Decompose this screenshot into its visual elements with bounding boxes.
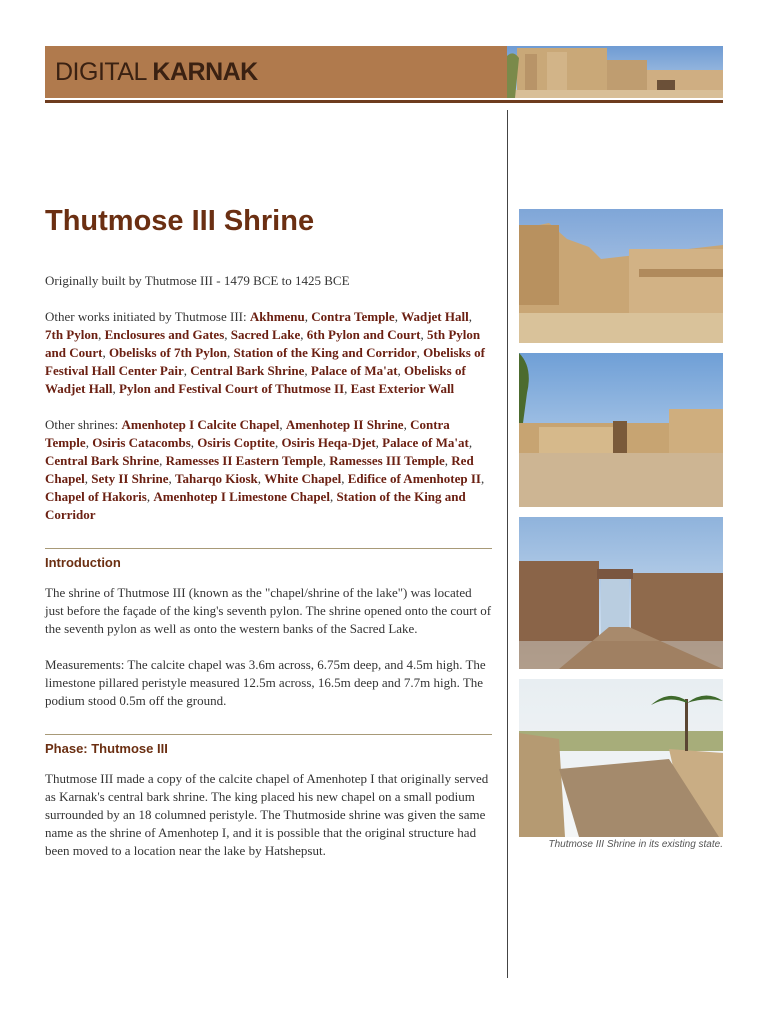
other-shrine-link[interactable]: Chapel of Hakoris bbox=[45, 489, 147, 504]
page-title: Thutmose III Shrine bbox=[45, 205, 315, 237]
sidebar-photo-4[interactable] bbox=[519, 679, 723, 837]
other-shrine-link[interactable]: Osiris Catacombs bbox=[92, 435, 191, 450]
header-rule bbox=[45, 100, 723, 103]
other-work-link[interactable]: 6th Pylon and Court bbox=[306, 327, 421, 342]
other-shrine-link[interactable]: Central Bark Shrine bbox=[45, 453, 160, 468]
other-shrines-links: Amenhotep I Calcite Chapel, Amenhotep II Shrine, Contra Temple, Osiris Catacombs, Osiris Coptite, Osiris Heqa-Djet, Palace of Ma'at, Central Bark Shrine, Ramesses II Eastern Temple, Ramesses III Temple, Red Chapel, Sety II Shrine, Taharqo Kiosk, White Chapel, Edifice of Amenhotep II, Chapel of Hakoris, Amenhotep I Limestone Chapel, Station of the King and Corridor bbox=[45, 417, 485, 522]
section-divider bbox=[45, 734, 492, 735]
other-work-link[interactable]: Wadjet Hall bbox=[401, 309, 469, 324]
sidebar-photo-2[interactable] bbox=[519, 353, 723, 507]
other-work-link[interactable]: East Exterior Wall bbox=[350, 381, 455, 396]
other-work-link[interactable]: Pylon and Festival Court of Thutmose II bbox=[119, 381, 345, 396]
other-work-link[interactable]: Station of the King and Corridor bbox=[233, 345, 417, 360]
other-works-paragraph bbox=[45, 308, 492, 398]
sidebar-photo-1[interactable] bbox=[519, 209, 723, 343]
other-shrine-link[interactable]: Amenhotep I Limestone Chapel bbox=[153, 489, 330, 504]
measurements-paragraph: Measurements: The calcite chapel was 3.6m across, 6.75m deep, and 4.5m high. The limestone pillared peristyle measured 12.5m across, 16.5m deep and 7.7m high. The podium stood 0.5m off the ground. bbox=[45, 657, 486, 708]
other-work-link[interactable]: Obelisks of Wadjet Hall bbox=[45, 363, 466, 396]
other-works-label: Other works initiated by Thutmose III: bbox=[45, 309, 250, 324]
other-work-link[interactable]: Obelisks of Festival Hall Center Pair bbox=[45, 345, 485, 378]
other-work-link[interactable]: Enclosures and Gates bbox=[104, 327, 225, 342]
other-shrine-link[interactable]: Osiris Heqa-Djet bbox=[281, 435, 376, 450]
other-work-link[interactable]: Sacred Lake bbox=[230, 327, 301, 342]
built-by-text: Originally built by Thutmose III - 1479 BCE to 1425 BCE bbox=[45, 273, 350, 288]
other-shrine-link[interactable]: Ramesses II Eastern Temple bbox=[165, 453, 323, 468]
section-divider bbox=[45, 548, 492, 549]
other-work-link[interactable]: Palace of Ma'at bbox=[310, 363, 398, 378]
other-shrine-link[interactable]: Palace of Ma'at bbox=[382, 435, 469, 450]
other-work-link[interactable]: 5th Pylon and Court bbox=[45, 327, 481, 360]
other-work-link[interactable]: 7th Pylon bbox=[45, 327, 99, 342]
site-logo[interactable] bbox=[55, 58, 258, 87]
brand-light: DIGITAL bbox=[55, 58, 153, 86]
section-heading-phase: Phase: Thutmose III bbox=[45, 741, 168, 756]
brand-bold: KARNAK bbox=[152, 58, 258, 86]
other-shrine-link[interactable]: Osiris Coptite bbox=[197, 435, 275, 450]
other-shrine-link[interactable]: White Chapel bbox=[264, 471, 342, 486]
other-shrine-link[interactable]: Contra Temple bbox=[45, 417, 450, 450]
other-works-links: Akhmenu, Contra Temple, Wadjet Hall, 7th Pylon, Enclosures and Gates, Sacred Lake, 6th Pylon and Court, 5th Pylon and Court, Obelisks of 7th Pylon, Station of the King and Corridor, Obelisks of Festival Hall Center Pair, Central Bark Shrine, Palace of Ma'at, Obelisks of Wadjet Hall, Pylon and Festival Court of Thutmose II, East Exterior Wall bbox=[45, 309, 485, 396]
other-shrine-link[interactable]: Taharqo Kiosk bbox=[175, 471, 258, 486]
other-work-link[interactable]: Contra Temple bbox=[311, 309, 395, 324]
intro-paragraph: The shrine of Thutmose III (known as the "chapel/shrine of the lake") was located just before the façade of the king's seventh pylon. The shrine opened onto the court of the seventh pylon as well as onto the western banks of the Sacred Lake. bbox=[45, 585, 492, 636]
other-shrine-link[interactable]: Edifice of Amenhotep II bbox=[347, 471, 481, 486]
photo-caption: Thutmose III Shrine in its existing state. bbox=[548, 839, 723, 850]
other-work-link[interactable]: Akhmenu bbox=[249, 309, 305, 324]
other-shrines-label: Other shrines: bbox=[45, 417, 122, 432]
other-shrine-link[interactable]: Amenhotep II Shrine bbox=[285, 417, 404, 432]
section-heading-introduction: Introduction bbox=[45, 555, 121, 570]
main-content bbox=[45, 200, 492, 878]
phase-paragraph: Thutmose III made a copy of the calcite chapel of Amenhotep I that originally served as Karnak's central bark shrine. The king placed his new chapel on a small podium surrounded by an 18 columned peristyle. The Thutmoside shrine was given the same name as the shrine of Amenhotep I, and it is possible that the original structure had been moved to a location near the lake by Hatshepsut. bbox=[45, 771, 489, 858]
other-shrine-link[interactable]: Amenhotep I Calcite Chapel bbox=[121, 417, 280, 432]
header-banner bbox=[45, 46, 723, 98]
banner-photo bbox=[507, 46, 723, 98]
other-shrine-link[interactable]: Sety II Shrine bbox=[91, 471, 169, 486]
other-shrines-paragraph bbox=[45, 416, 492, 524]
other-shrine-link[interactable]: Ramesses III Temple bbox=[329, 453, 445, 468]
sidebar-photo-3[interactable] bbox=[519, 517, 723, 669]
column-divider bbox=[507, 110, 508, 978]
other-shrine-link[interactable]: Red Chapel bbox=[45, 453, 474, 486]
other-work-link[interactable]: Central Bark Shrine bbox=[190, 363, 305, 378]
other-shrine-link[interactable]: Station of the King and Corridor bbox=[45, 489, 466, 522]
other-work-link[interactable]: Obelisks of 7th Pylon bbox=[108, 345, 228, 360]
